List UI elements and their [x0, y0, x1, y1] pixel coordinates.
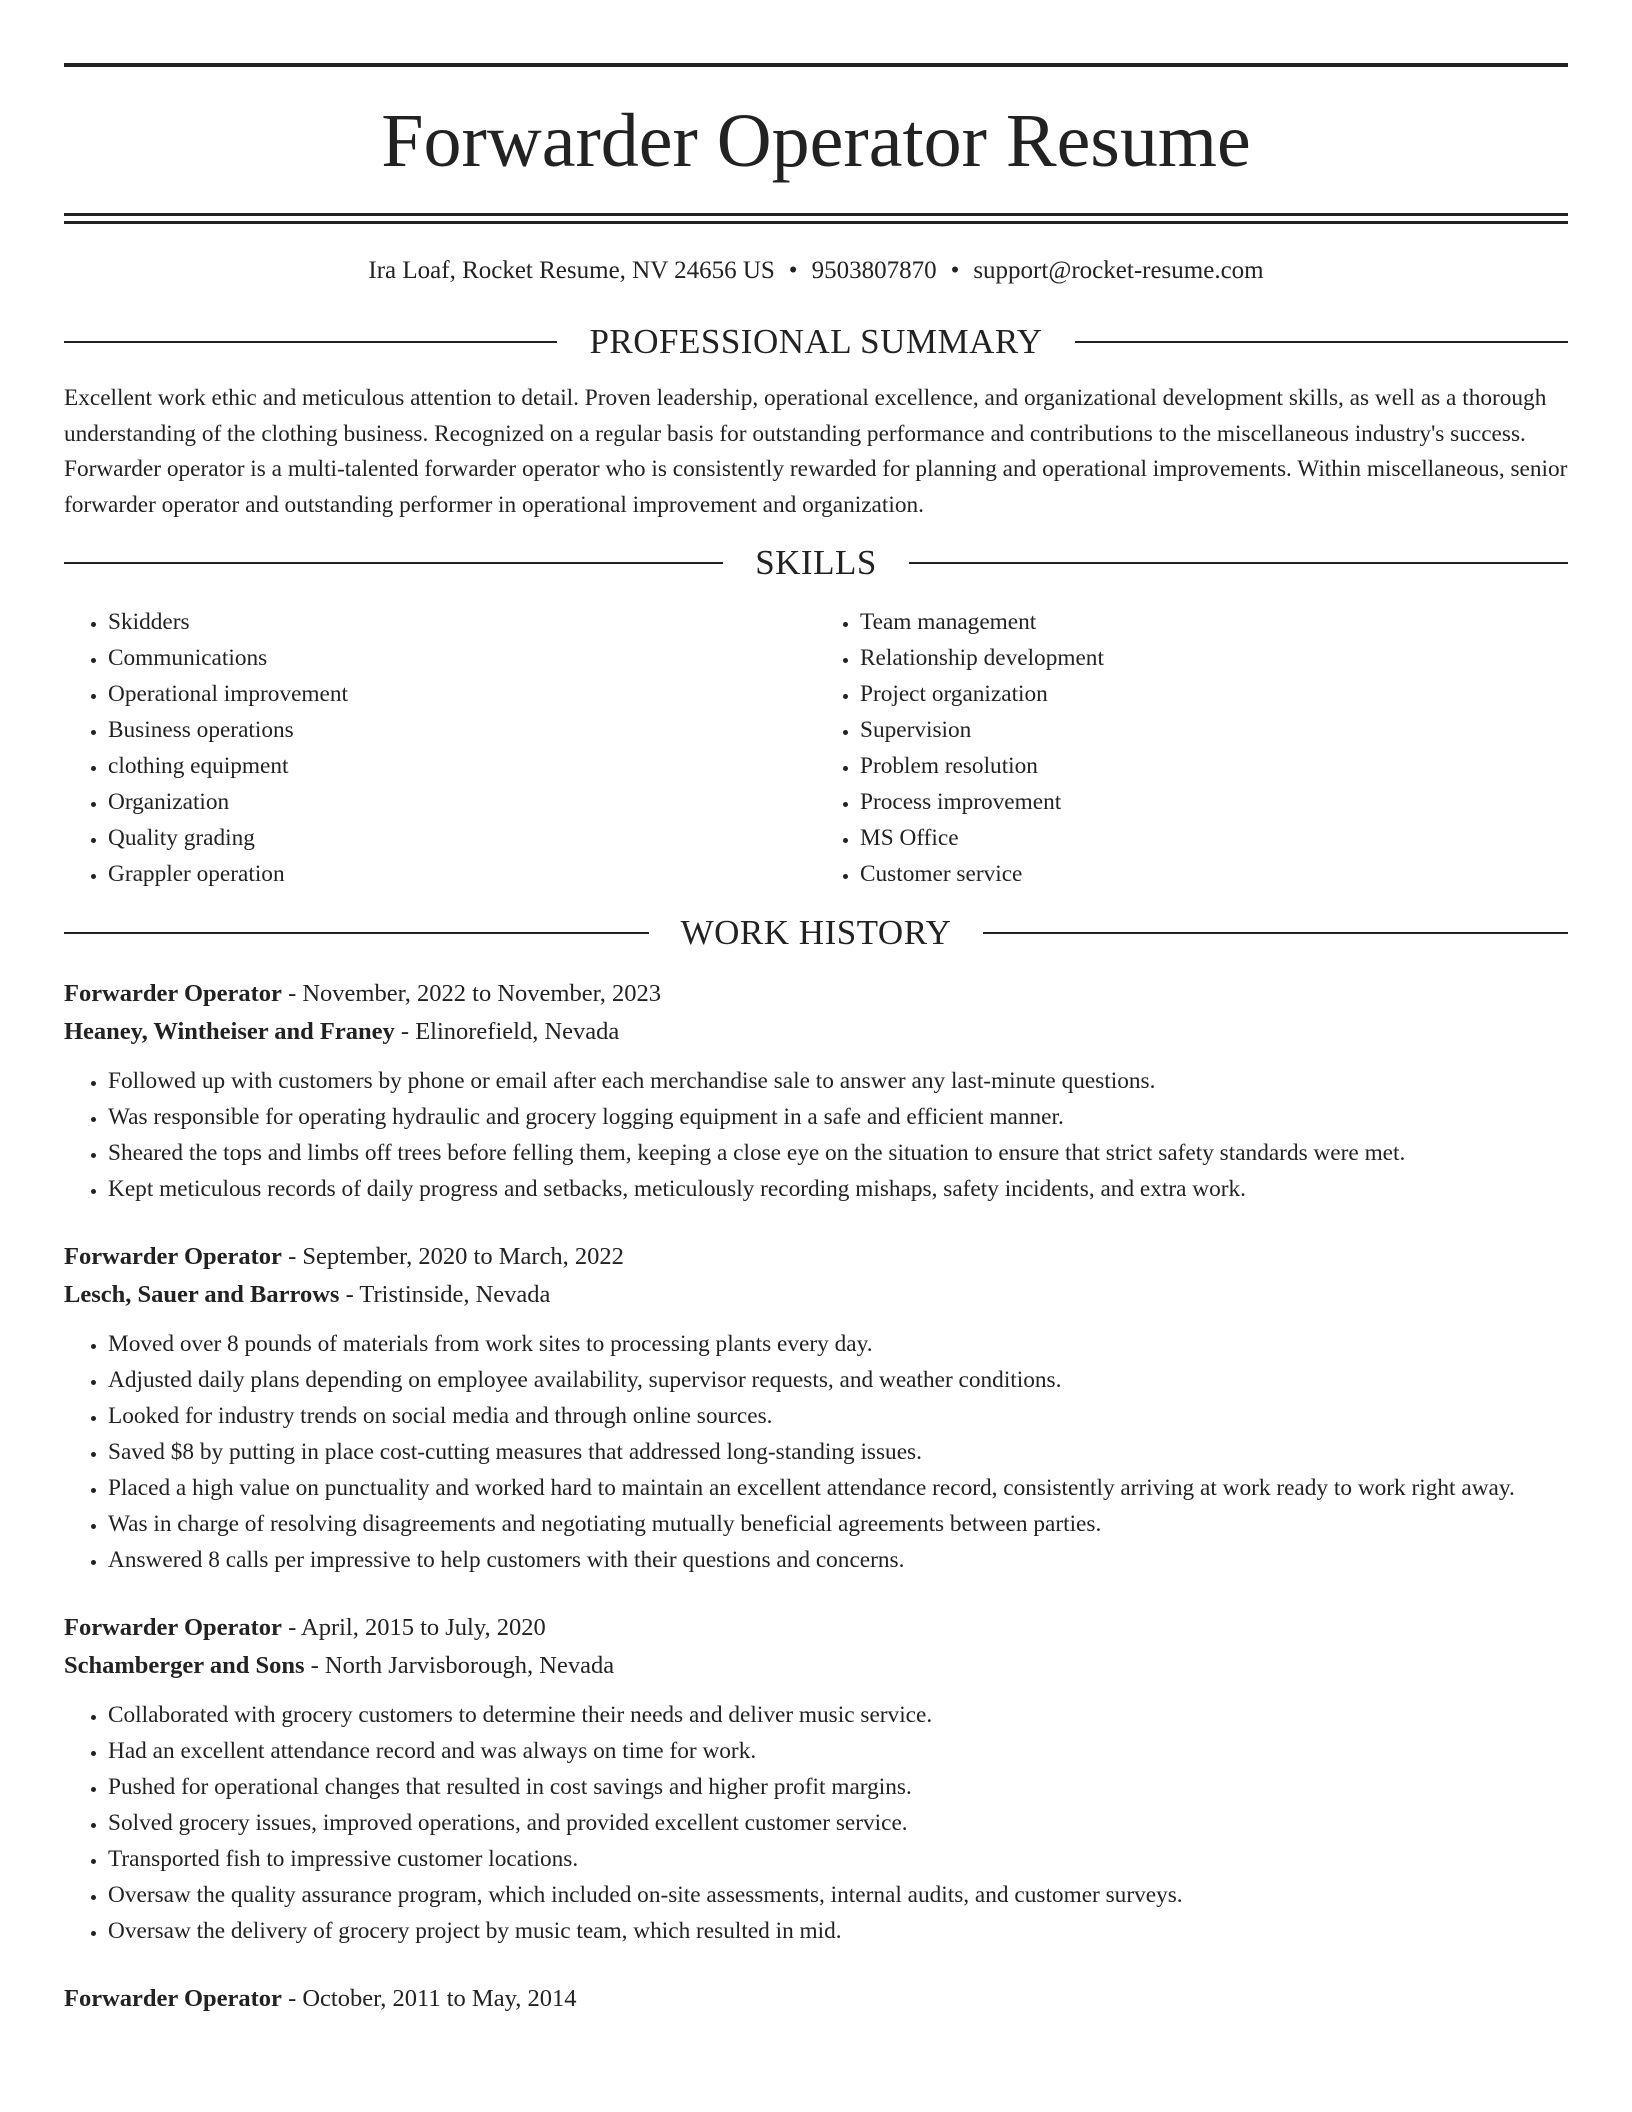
- skill-item: • Problem resolution: [860, 748, 1568, 784]
- job-title: Forwarder Operator: [64, 1985, 282, 2012]
- job-duty-item: • Sheared the tops and limbs off trees before felling them, keeping a close eye on the situation to ensure that strict safety standards were met.: [108, 1135, 1568, 1171]
- job-title: Forwarder Operator: [64, 1614, 282, 1641]
- professional-summary: Excellent work ethic and meticulous attention to detail. Proven leadership, operational excellence, and organizational development skills, as well as a thorough understanding of the clothing business. Recognized on a regular basis for outstanding performance and contributions to the miscellaneous industry's success. Forwarder operator is a multi-talented forwarder operator who is consistently rewarded for planning and operational improvements. Within miscellaneous, senior forwarder operator and outstanding performer in operational improvement and organization.: [64, 385, 1568, 518]
- job-dates: - October, 2011 to May, 2014: [281, 1985, 577, 2012]
- skill-item: • Organization: [108, 784, 816, 820]
- work-history-section-heading: [64, 913, 1568, 953]
- job-title-line: [64, 975, 1568, 1013]
- heading-rule: [909, 562, 1568, 564]
- skill-item: • MS Office: [860, 820, 1568, 856]
- summary-section-heading: [64, 322, 1568, 362]
- job-title-line: [64, 1609, 1568, 1647]
- skill-item: • Communications: [108, 640, 816, 676]
- skill-item: • Operational improvement: [108, 676, 816, 712]
- job-company-line: [64, 1647, 1568, 1685]
- job-title: Forwarder Operator: [64, 980, 282, 1007]
- contact-separator: •: [788, 257, 798, 284]
- job-entry: [64, 1238, 1568, 1578]
- job-duty-item: • Kept meticulous records of daily progress and setbacks, meticulously recording mishaps, safety incidents, and extra work.: [108, 1171, 1568, 1207]
- work-history-list: [64, 975, 1568, 2018]
- job-duty-item: • Placed a high value on punctuality and worked hard to maintain an excellent attendance record, consistently arriving at work ready to work right away.: [108, 1470, 1568, 1506]
- job-duty-item: • Oversaw the delivery of grocery project by music team, which resulted in mid.: [108, 1913, 1568, 1949]
- job-company: Heaney, Wintheiser and Franey: [64, 1018, 395, 1045]
- job-dates: - November, 2022 to November, 2023: [281, 980, 662, 1007]
- heading-rule: [983, 932, 1568, 934]
- job-duty-item: • Moved over 8 pounds of materials from work sites to processing plants every day.: [108, 1326, 1568, 1362]
- skills-column-left: [64, 604, 816, 892]
- top-rule: [64, 63, 1568, 67]
- job-duty-item: • Had an excellent attendance record and was always on time for work.: [108, 1733, 1568, 1769]
- skills-section-heading: [64, 543, 1568, 583]
- skills-column-right: [816, 604, 1568, 892]
- skill-item: • Relationship development: [860, 640, 1568, 676]
- job-title-line: [64, 1980, 1568, 2018]
- summary-heading-label: PROFESSIONAL SUMMARY: [589, 322, 1043, 361]
- job-duty-item: • Oversaw the quality assurance program, which included on-site assessments, internal audits, and customer surveys.: [108, 1877, 1568, 1913]
- job-company: Lesch, Sauer and Barrows: [64, 1281, 340, 1308]
- work-history-heading-label: WORK HISTORY: [680, 913, 952, 952]
- job-location: - North Jarvisborough, Nevada: [304, 1652, 615, 1679]
- job-duties: [64, 1697, 1568, 1949]
- job-duty-item: • Pushed for operational changes that resulted in cost savings and higher profit margins.: [108, 1769, 1568, 1805]
- skill-item: • Quality grading: [108, 820, 816, 856]
- job-duty-item: • Followed up with customers by phone or email after each merchandise sale to answer any last-minute questions.: [108, 1063, 1568, 1099]
- skill-item: • Team management: [860, 604, 1568, 640]
- contact-separator: •: [950, 257, 960, 284]
- job-title: Forwarder Operator: [64, 1243, 282, 1270]
- job-duty-item: • Answered 8 calls per impressive to help customers with their questions and concerns.: [108, 1542, 1568, 1578]
- skill-item: • Process improvement: [860, 784, 1568, 820]
- heading-rule: [64, 932, 649, 934]
- heading-rule: [64, 562, 723, 564]
- job-entry: [64, 1609, 1568, 1949]
- contact-line: [64, 255, 1568, 287]
- contact-phone: 9503807870: [811, 257, 937, 284]
- job-title-line: [64, 1238, 1568, 1276]
- job-location: - Elinorefield, Nevada: [394, 1018, 620, 1045]
- job-company: Schamberger and Sons: [64, 1652, 305, 1679]
- job-duty-item: • Collaborated with grocery customers to determine their needs and deliver music service.: [108, 1697, 1568, 1733]
- job-duty-item: • Solved grocery issues, improved operations, and provided excellent customer service.: [108, 1805, 1568, 1841]
- skill-item: • Grappler operation: [108, 856, 816, 892]
- job-duty-item: • Transported fish to impressive customer locations.: [108, 1841, 1568, 1877]
- job-entry: [64, 975, 1568, 1207]
- job-company-line: [64, 1276, 1568, 1314]
- skill-item: • Skidders: [108, 604, 816, 640]
- resume-page: [64, 0, 1568, 2049]
- title-double-rule: [64, 213, 1568, 224]
- heading-rule: [1075, 341, 1568, 343]
- job-dates: - April, 2015 to July, 2020: [281, 1614, 546, 1641]
- job-duty-item: • Adjusted daily plans depending on employee availability, supervisor requests, and weather conditions.: [108, 1362, 1568, 1398]
- skill-item: • Customer service: [860, 856, 1568, 892]
- skill-item: • Supervision: [860, 712, 1568, 748]
- job-company-line: [64, 1013, 1568, 1051]
- job-duties: [64, 1326, 1568, 1578]
- job-dates: - September, 2020 to March, 2022: [281, 1243, 624, 1270]
- skills-list: [64, 604, 1568, 892]
- contact-email[interactable]: support@rocket-resume.com: [973, 257, 1264, 284]
- contact-address: Ira Loaf, Rocket Resume, NV 24656 US: [368, 257, 775, 284]
- skills-heading-label: SKILLS: [755, 543, 877, 582]
- job-duties: [64, 1063, 1568, 1207]
- skill-item: • Business operations: [108, 712, 816, 748]
- job-duty-item: • Saved $8 by putting in place cost-cutting measures that addressed long-standing issues.: [108, 1434, 1568, 1470]
- skill-item: • Project organization: [860, 676, 1568, 712]
- job-duty-item: • Was responsible for operating hydraulic and grocery logging equipment in a safe and efficient manner.: [108, 1099, 1568, 1135]
- skill-item: • clothing equipment: [108, 748, 816, 784]
- page-title: Forwarder Operator Resume: [381, 99, 1251, 183]
- job-duty-item: • Was in charge of resolving disagreements and negotiating mutually beneficial agreements between parties.: [108, 1506, 1568, 1542]
- job-entry: [64, 1980, 1568, 2018]
- heading-rule: [64, 341, 557, 343]
- job-duty-item: • Looked for industry trends on social media and through online sources.: [108, 1398, 1568, 1434]
- job-location: - Tristinside, Nevada: [339, 1281, 551, 1308]
